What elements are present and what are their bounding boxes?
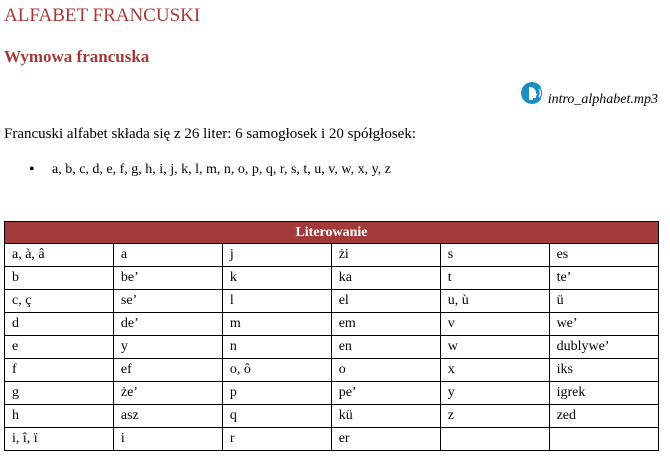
table-cell: te’: [549, 267, 658, 290]
table-cell: żi: [331, 244, 440, 267]
table-cell: iks: [549, 359, 658, 382]
letters-list: [30, 162, 391, 178]
table-cell: że’: [113, 382, 222, 405]
table-cell: a, à, â: [5, 244, 114, 267]
table-cell: e: [5, 336, 114, 359]
table-cell: [549, 428, 658, 451]
table-cell: kü: [331, 405, 440, 428]
spelling-table: [4, 221, 659, 451]
table-cell: j: [222, 244, 331, 267]
intro-text: Francuski alfabet składa się z 26 liter: 6 samogłosek i 20 spółgłosek:: [4, 126, 417, 142]
table-cell: el: [331, 290, 440, 313]
table-cell: z: [440, 405, 549, 428]
table-row: [5, 336, 659, 359]
table-cell: y: [113, 336, 222, 359]
table-cell: ef: [113, 359, 222, 382]
table-cell: v: [440, 313, 549, 336]
table-cell: zed: [549, 405, 658, 428]
table-cell: a: [113, 244, 222, 267]
list-item: • a, b, c, d, e, f, g, h, i, j, k, l, m, n, o, p, q, r, s, t, u, v, w, x, y, z: [30, 162, 391, 178]
table-row: [5, 313, 659, 336]
table-cell: u, ù: [440, 290, 549, 313]
table-cell: r: [222, 428, 331, 451]
table-cell: ü: [549, 290, 658, 313]
table-cell: asz: [113, 405, 222, 428]
audio-link[interactable]: [520, 80, 658, 108]
table-cell: c, ç: [5, 290, 114, 313]
table-cell: es: [549, 244, 658, 267]
table-cell: ka: [331, 267, 440, 290]
page-title: ALFABET FRANCUSKI: [4, 5, 201, 26]
table-cell: de’: [113, 313, 222, 336]
table-cell: o: [331, 359, 440, 382]
table-row: [5, 290, 659, 313]
table-cell: q: [222, 405, 331, 428]
speaker-head-icon[interactable]: [520, 80, 546, 106]
table-cell: i, î, ï: [5, 428, 114, 451]
table-cell: er: [331, 428, 440, 451]
table-cell: w: [440, 336, 549, 359]
table-cell: m: [222, 313, 331, 336]
table-row: [5, 359, 659, 382]
audio-filename[interactable]: intro_alphabet.mp3: [547, 92, 658, 107]
table-cell: o, ô: [222, 359, 331, 382]
table-cell: dublywe’: [549, 336, 658, 359]
table-cell: k: [222, 267, 331, 290]
table-cell: igrek: [549, 382, 658, 405]
table-cell: se’: [113, 290, 222, 313]
table-cell: en: [331, 336, 440, 359]
table-cell: em: [331, 313, 440, 336]
table-cell: n: [222, 336, 331, 359]
table-cell: y: [440, 382, 549, 405]
table-cell: h: [5, 405, 114, 428]
table-header: Literowanie: [5, 222, 659, 244]
table-cell: b: [5, 267, 114, 290]
table-cell: [440, 428, 549, 451]
table-cell: t: [440, 267, 549, 290]
section-title: Wymowa francuska: [4, 47, 150, 66]
table-row: [5, 428, 659, 451]
table-cell: p: [222, 382, 331, 405]
table-cell: be’: [113, 267, 222, 290]
table-row: [5, 382, 659, 405]
table-cell: g: [5, 382, 114, 405]
table-cell: x: [440, 359, 549, 382]
table-cell: f: [5, 359, 114, 382]
table-cell: s: [440, 244, 549, 267]
table-cell: pe’: [331, 382, 440, 405]
table-row: [5, 267, 659, 290]
table-cell: d: [5, 313, 114, 336]
table-cell: we’: [549, 313, 658, 336]
table-cell: i: [113, 428, 222, 451]
table-row: [5, 244, 659, 267]
table-cell: l: [222, 290, 331, 313]
table-row: [5, 405, 659, 428]
